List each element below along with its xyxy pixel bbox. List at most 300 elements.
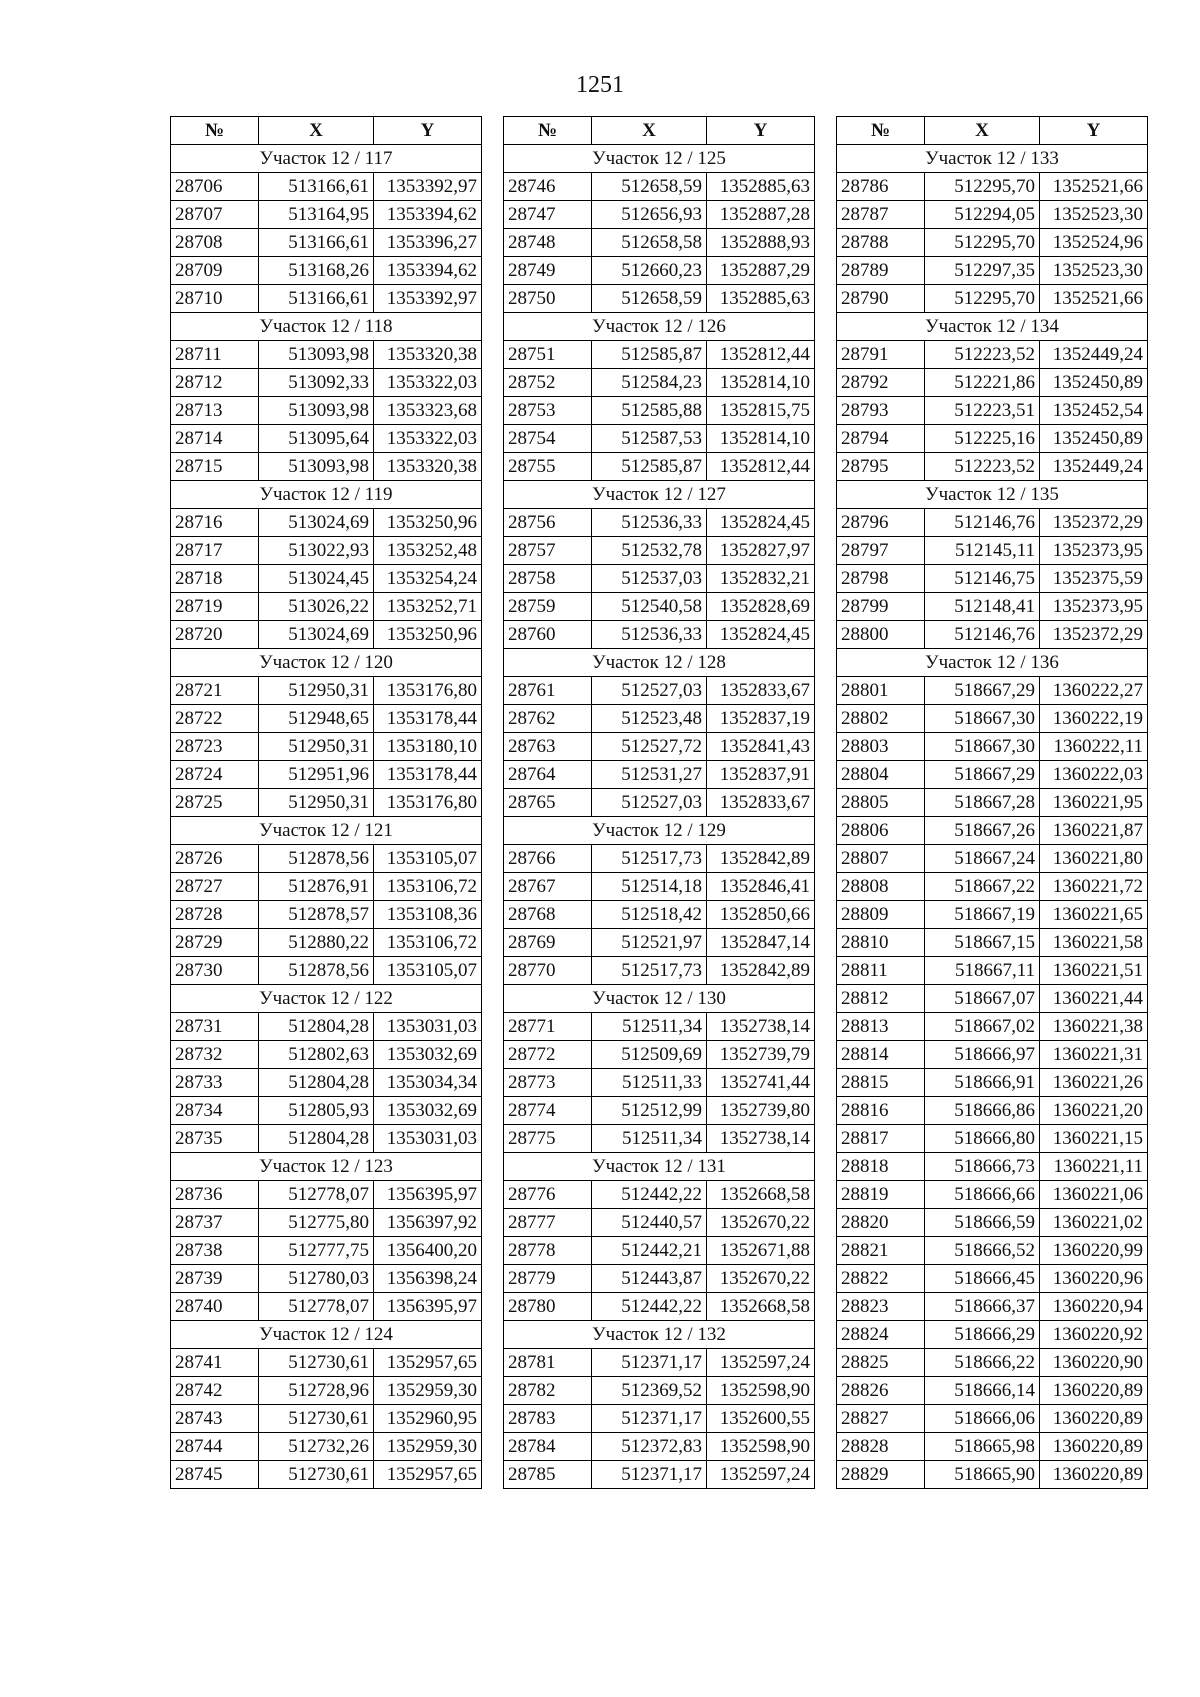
y-coordinate: 1360221,65 bbox=[1040, 901, 1148, 929]
point-number: 28716 bbox=[171, 509, 259, 537]
section-row bbox=[171, 817, 482, 845]
y-coordinate: 1352846,41 bbox=[707, 873, 815, 901]
x-coordinate: 518667,19 bbox=[925, 901, 1040, 929]
table-row bbox=[837, 1321, 1148, 1349]
y-coordinate: 1353180,10 bbox=[374, 733, 482, 761]
table-row bbox=[504, 425, 815, 453]
y-coordinate: 1360221,02 bbox=[1040, 1209, 1148, 1237]
section-title: Участок 12 / 128 bbox=[504, 649, 815, 677]
y-coordinate: 1360221,15 bbox=[1040, 1125, 1148, 1153]
y-coordinate: 1352373,95 bbox=[1040, 593, 1148, 621]
point-number: 28784 bbox=[504, 1433, 592, 1461]
table-row bbox=[171, 537, 482, 565]
x-coordinate: 512777,75 bbox=[259, 1237, 374, 1265]
point-number: 28754 bbox=[504, 425, 592, 453]
x-coordinate: 512527,03 bbox=[592, 677, 707, 705]
x-coordinate: 518667,30 bbox=[925, 705, 1040, 733]
x-coordinate: 513024,69 bbox=[259, 621, 374, 649]
y-coordinate: 1360221,80 bbox=[1040, 845, 1148, 873]
table-row bbox=[837, 1433, 1148, 1461]
y-coordinate: 1352523,30 bbox=[1040, 201, 1148, 229]
section-row bbox=[171, 649, 482, 677]
x-coordinate: 512804,28 bbox=[259, 1013, 374, 1041]
point-number: 28743 bbox=[171, 1405, 259, 1433]
y-coordinate: 1352841,43 bbox=[707, 733, 815, 761]
point-number: 28721 bbox=[171, 677, 259, 705]
x-coordinate: 512587,53 bbox=[592, 425, 707, 453]
table-row bbox=[837, 733, 1148, 761]
table-row bbox=[171, 1293, 482, 1321]
point-number: 28768 bbox=[504, 901, 592, 929]
x-coordinate: 518666,66 bbox=[925, 1181, 1040, 1209]
point-number: 28812 bbox=[837, 985, 925, 1013]
section-title: Участок 12 / 126 bbox=[504, 313, 815, 341]
x-coordinate: 512878,56 bbox=[259, 957, 374, 985]
table-row bbox=[171, 789, 482, 817]
y-coordinate: 1360221,72 bbox=[1040, 873, 1148, 901]
point-number: 28774 bbox=[504, 1097, 592, 1125]
x-coordinate: 512442,22 bbox=[592, 1293, 707, 1321]
y-coordinate: 1352812,44 bbox=[707, 341, 815, 369]
point-number: 28822 bbox=[837, 1265, 925, 1293]
point-number: 28826 bbox=[837, 1377, 925, 1405]
y-coordinate: 1352668,58 bbox=[707, 1181, 815, 1209]
section-row bbox=[504, 817, 815, 845]
x-coordinate: 513024,69 bbox=[259, 509, 374, 537]
x-coordinate: 513093,98 bbox=[259, 453, 374, 481]
x-coordinate: 512950,31 bbox=[259, 677, 374, 705]
x-coordinate: 518666,52 bbox=[925, 1237, 1040, 1265]
x-coordinate: 512537,03 bbox=[592, 565, 707, 593]
point-number: 28778 bbox=[504, 1237, 592, 1265]
point-number: 28828 bbox=[837, 1433, 925, 1461]
header-x: X bbox=[925, 117, 1040, 145]
section-title: Участок 12 / 125 bbox=[504, 145, 815, 173]
point-number: 28825 bbox=[837, 1349, 925, 1377]
y-coordinate: 1360221,26 bbox=[1040, 1069, 1148, 1097]
table-row bbox=[837, 1237, 1148, 1265]
y-coordinate: 1352600,55 bbox=[707, 1405, 815, 1433]
x-coordinate: 513026,22 bbox=[259, 593, 374, 621]
table-row bbox=[171, 425, 482, 453]
x-coordinate: 512540,58 bbox=[592, 593, 707, 621]
table-row bbox=[837, 761, 1148, 789]
point-number: 28819 bbox=[837, 1181, 925, 1209]
y-coordinate: 1353323,68 bbox=[374, 397, 482, 425]
table-row bbox=[504, 593, 815, 621]
section-title: Участок 12 / 134 bbox=[837, 313, 1148, 341]
table-row bbox=[504, 677, 815, 705]
section-row bbox=[171, 145, 482, 173]
point-number: 28824 bbox=[837, 1321, 925, 1349]
x-coordinate: 518667,11 bbox=[925, 957, 1040, 985]
point-number: 28748 bbox=[504, 229, 592, 257]
y-coordinate: 1353250,96 bbox=[374, 509, 482, 537]
table-row bbox=[171, 1377, 482, 1405]
y-coordinate: 1352670,22 bbox=[707, 1209, 815, 1237]
y-coordinate: 1353178,44 bbox=[374, 761, 482, 789]
x-coordinate: 512371,17 bbox=[592, 1349, 707, 1377]
x-coordinate: 512527,72 bbox=[592, 733, 707, 761]
point-number: 28723 bbox=[171, 733, 259, 761]
y-coordinate: 1360220,94 bbox=[1040, 1293, 1148, 1321]
section-title: Участок 12 / 133 bbox=[837, 145, 1148, 173]
point-number: 28818 bbox=[837, 1153, 925, 1181]
point-number: 28817 bbox=[837, 1125, 925, 1153]
table-row bbox=[171, 341, 482, 369]
point-number: 28820 bbox=[837, 1209, 925, 1237]
y-coordinate: 1352959,30 bbox=[374, 1433, 482, 1461]
section-title: Участок 12 / 124 bbox=[171, 1321, 482, 1349]
point-number: 28803 bbox=[837, 733, 925, 761]
x-coordinate: 518667,07 bbox=[925, 985, 1040, 1013]
point-number: 28804 bbox=[837, 761, 925, 789]
header-number: № bbox=[171, 117, 259, 145]
x-coordinate: 518666,06 bbox=[925, 1405, 1040, 1433]
table-row bbox=[171, 1349, 482, 1377]
y-coordinate: 1353322,03 bbox=[374, 369, 482, 397]
y-coordinate: 1353034,34 bbox=[374, 1069, 482, 1097]
point-number: 28764 bbox=[504, 761, 592, 789]
point-number: 28734 bbox=[171, 1097, 259, 1125]
y-coordinate: 1353320,38 bbox=[374, 341, 482, 369]
x-coordinate: 518667,26 bbox=[925, 817, 1040, 845]
x-coordinate: 512536,33 bbox=[592, 509, 707, 537]
header-y: Y bbox=[374, 117, 482, 145]
point-number: 28756 bbox=[504, 509, 592, 537]
point-number: 28742 bbox=[171, 1377, 259, 1405]
point-number: 28730 bbox=[171, 957, 259, 985]
table-row bbox=[171, 1209, 482, 1237]
section-title: Участок 12 / 130 bbox=[504, 985, 815, 1013]
table-row bbox=[171, 761, 482, 789]
x-coordinate: 512778,07 bbox=[259, 1181, 374, 1209]
point-number: 28757 bbox=[504, 537, 592, 565]
y-coordinate: 1352887,29 bbox=[707, 257, 815, 285]
section-title: Участок 12 / 127 bbox=[504, 481, 815, 509]
point-number: 28806 bbox=[837, 817, 925, 845]
table-row bbox=[171, 1461, 482, 1489]
y-coordinate: 1353106,72 bbox=[374, 873, 482, 901]
point-number: 28753 bbox=[504, 397, 592, 425]
y-coordinate: 1352668,58 bbox=[707, 1293, 815, 1321]
x-coordinate: 512223,52 bbox=[925, 453, 1040, 481]
x-coordinate: 512880,22 bbox=[259, 929, 374, 957]
point-number: 28787 bbox=[837, 201, 925, 229]
y-coordinate: 1352521,66 bbox=[1040, 285, 1148, 313]
point-number: 28808 bbox=[837, 873, 925, 901]
section-title: Участок 12 / 118 bbox=[171, 313, 482, 341]
x-coordinate: 512802,63 bbox=[259, 1041, 374, 1069]
point-number: 28747 bbox=[504, 201, 592, 229]
table-row bbox=[504, 369, 815, 397]
y-coordinate: 1360221,38 bbox=[1040, 1013, 1148, 1041]
x-coordinate: 518667,30 bbox=[925, 733, 1040, 761]
table-row bbox=[504, 201, 815, 229]
x-coordinate: 518666,29 bbox=[925, 1321, 1040, 1349]
x-coordinate: 518666,73 bbox=[925, 1153, 1040, 1181]
y-coordinate: 1352957,65 bbox=[374, 1461, 482, 1489]
point-number: 28816 bbox=[837, 1097, 925, 1125]
point-number: 28745 bbox=[171, 1461, 259, 1489]
x-coordinate: 518666,97 bbox=[925, 1041, 1040, 1069]
section-title: Участок 12 / 123 bbox=[171, 1153, 482, 1181]
x-coordinate: 512527,03 bbox=[592, 789, 707, 817]
x-coordinate: 518666,59 bbox=[925, 1209, 1040, 1237]
table-row bbox=[171, 1097, 482, 1125]
table-row bbox=[837, 257, 1148, 285]
y-coordinate: 1352450,89 bbox=[1040, 369, 1148, 397]
table-row bbox=[171, 173, 482, 201]
table-row bbox=[171, 1265, 482, 1293]
x-coordinate: 512521,97 bbox=[592, 929, 707, 957]
y-coordinate: 1352739,80 bbox=[707, 1097, 815, 1125]
x-coordinate: 512146,76 bbox=[925, 509, 1040, 537]
table-row bbox=[504, 285, 815, 313]
x-coordinate: 518667,24 bbox=[925, 845, 1040, 873]
x-coordinate: 512517,73 bbox=[592, 957, 707, 985]
table-row bbox=[837, 901, 1148, 929]
x-coordinate: 512950,31 bbox=[259, 733, 374, 761]
point-number: 28739 bbox=[171, 1265, 259, 1293]
x-coordinate: 512511,34 bbox=[592, 1013, 707, 1041]
y-coordinate: 1360222,11 bbox=[1040, 733, 1148, 761]
point-number: 28829 bbox=[837, 1461, 925, 1489]
section-row bbox=[837, 145, 1148, 173]
x-coordinate: 512523,48 bbox=[592, 705, 707, 733]
point-number: 28777 bbox=[504, 1209, 592, 1237]
y-coordinate: 1353032,69 bbox=[374, 1041, 482, 1069]
point-number: 28792 bbox=[837, 369, 925, 397]
point-number: 28738 bbox=[171, 1237, 259, 1265]
y-coordinate: 1353322,03 bbox=[374, 425, 482, 453]
table-row bbox=[837, 509, 1148, 537]
y-coordinate: 1353105,07 bbox=[374, 957, 482, 985]
x-coordinate: 512876,91 bbox=[259, 873, 374, 901]
table-row bbox=[837, 621, 1148, 649]
table-row bbox=[504, 173, 815, 201]
table-row bbox=[171, 957, 482, 985]
table-row bbox=[837, 957, 1148, 985]
point-number: 28791 bbox=[837, 341, 925, 369]
y-coordinate: 1360220,89 bbox=[1040, 1377, 1148, 1405]
point-number: 28709 bbox=[171, 257, 259, 285]
section-title: Участок 12 / 135 bbox=[837, 481, 1148, 509]
x-coordinate: 512948,65 bbox=[259, 705, 374, 733]
section-row bbox=[171, 313, 482, 341]
point-number: 28706 bbox=[171, 173, 259, 201]
point-number: 28719 bbox=[171, 593, 259, 621]
point-number: 28815 bbox=[837, 1069, 925, 1097]
y-coordinate: 1352960,95 bbox=[374, 1405, 482, 1433]
table-row bbox=[171, 1433, 482, 1461]
table-row bbox=[504, 1013, 815, 1041]
section-title: Участок 12 / 117 bbox=[171, 145, 482, 173]
table-row bbox=[504, 1349, 815, 1377]
x-coordinate: 513093,98 bbox=[259, 397, 374, 425]
x-coordinate: 512514,18 bbox=[592, 873, 707, 901]
table-row bbox=[171, 1181, 482, 1209]
y-coordinate: 1360221,06 bbox=[1040, 1181, 1148, 1209]
point-number: 28744 bbox=[171, 1433, 259, 1461]
x-coordinate: 512536,33 bbox=[592, 621, 707, 649]
point-number: 28732 bbox=[171, 1041, 259, 1069]
y-coordinate: 1352373,95 bbox=[1040, 537, 1148, 565]
y-coordinate: 1353392,97 bbox=[374, 285, 482, 313]
table-row bbox=[504, 341, 815, 369]
x-coordinate: 512951,96 bbox=[259, 761, 374, 789]
table-row bbox=[504, 957, 815, 985]
table-row bbox=[504, 453, 815, 481]
table-row bbox=[837, 1349, 1148, 1377]
point-number: 28712 bbox=[171, 369, 259, 397]
point-number: 28771 bbox=[504, 1013, 592, 1041]
x-coordinate: 518666,86 bbox=[925, 1097, 1040, 1125]
point-number: 28737 bbox=[171, 1209, 259, 1237]
x-coordinate: 518667,29 bbox=[925, 677, 1040, 705]
point-number: 28775 bbox=[504, 1125, 592, 1153]
point-number: 28793 bbox=[837, 397, 925, 425]
table-row bbox=[837, 677, 1148, 705]
point-number: 28807 bbox=[837, 845, 925, 873]
x-coordinate: 512294,05 bbox=[925, 201, 1040, 229]
x-coordinate: 512658,58 bbox=[592, 229, 707, 257]
x-coordinate: 512295,70 bbox=[925, 229, 1040, 257]
point-number: 28720 bbox=[171, 621, 259, 649]
table-row bbox=[504, 761, 815, 789]
table-row bbox=[837, 1461, 1148, 1489]
table-row bbox=[504, 1433, 815, 1461]
point-number: 28814 bbox=[837, 1041, 925, 1069]
table-row bbox=[504, 1097, 815, 1125]
x-coordinate: 518667,29 bbox=[925, 761, 1040, 789]
section-row bbox=[504, 1153, 815, 1181]
x-coordinate: 512148,41 bbox=[925, 593, 1040, 621]
x-coordinate: 512585,87 bbox=[592, 453, 707, 481]
table-row bbox=[837, 537, 1148, 565]
table-row bbox=[837, 397, 1148, 425]
x-coordinate: 513092,33 bbox=[259, 369, 374, 397]
x-coordinate: 518667,02 bbox=[925, 1013, 1040, 1041]
point-number: 28728 bbox=[171, 901, 259, 929]
table-row bbox=[504, 1069, 815, 1097]
x-coordinate: 512775,80 bbox=[259, 1209, 374, 1237]
point-number: 28789 bbox=[837, 257, 925, 285]
table-row bbox=[504, 1181, 815, 1209]
x-coordinate: 512512,99 bbox=[592, 1097, 707, 1125]
x-coordinate: 518666,45 bbox=[925, 1265, 1040, 1293]
point-number: 28823 bbox=[837, 1293, 925, 1321]
point-number: 28752 bbox=[504, 369, 592, 397]
y-coordinate: 1352449,24 bbox=[1040, 453, 1148, 481]
y-coordinate: 1352450,89 bbox=[1040, 425, 1148, 453]
x-coordinate: 512658,59 bbox=[592, 285, 707, 313]
table-row bbox=[504, 397, 815, 425]
y-coordinate: 1353394,62 bbox=[374, 201, 482, 229]
section-row bbox=[504, 1321, 815, 1349]
y-coordinate: 1352833,67 bbox=[707, 789, 815, 817]
point-number: 28790 bbox=[837, 285, 925, 313]
point-number: 28733 bbox=[171, 1069, 259, 1097]
x-coordinate: 518666,91 bbox=[925, 1069, 1040, 1097]
table-row bbox=[504, 1041, 815, 1069]
table-row bbox=[171, 257, 482, 285]
table-row bbox=[837, 1013, 1148, 1041]
x-coordinate: 512658,59 bbox=[592, 173, 707, 201]
point-number: 28761 bbox=[504, 677, 592, 705]
section-title: Участок 12 / 122 bbox=[171, 985, 482, 1013]
y-coordinate: 1352827,97 bbox=[707, 537, 815, 565]
y-coordinate: 1352824,45 bbox=[707, 509, 815, 537]
y-coordinate: 1352670,22 bbox=[707, 1265, 815, 1293]
coordinates-table-left bbox=[170, 116, 482, 1489]
x-coordinate: 512443,87 bbox=[592, 1265, 707, 1293]
table-row bbox=[171, 733, 482, 761]
y-coordinate: 1352837,91 bbox=[707, 761, 815, 789]
table-row bbox=[504, 789, 815, 817]
point-number: 28797 bbox=[837, 537, 925, 565]
point-number: 28798 bbox=[837, 565, 925, 593]
x-coordinate: 512656,93 bbox=[592, 201, 707, 229]
x-coordinate: 512223,52 bbox=[925, 341, 1040, 369]
y-coordinate: 1360220,96 bbox=[1040, 1265, 1148, 1293]
y-coordinate: 1352598,90 bbox=[707, 1377, 815, 1405]
y-coordinate: 1352375,59 bbox=[1040, 565, 1148, 593]
x-coordinate: 512225,16 bbox=[925, 425, 1040, 453]
x-coordinate: 512371,17 bbox=[592, 1405, 707, 1433]
y-coordinate: 1353252,48 bbox=[374, 537, 482, 565]
page-number: 1251 bbox=[576, 72, 624, 98]
x-coordinate: 512369,52 bbox=[592, 1377, 707, 1405]
table-row bbox=[504, 229, 815, 257]
table-row bbox=[504, 621, 815, 649]
table-row bbox=[837, 1405, 1148, 1433]
table-row bbox=[837, 845, 1148, 873]
point-number: 28724 bbox=[171, 761, 259, 789]
table-row bbox=[504, 1405, 815, 1433]
x-coordinate: 512532,78 bbox=[592, 537, 707, 565]
point-number: 28766 bbox=[504, 845, 592, 873]
table-row bbox=[837, 929, 1148, 957]
point-number: 28767 bbox=[504, 873, 592, 901]
x-coordinate: 518667,15 bbox=[925, 929, 1040, 957]
y-coordinate: 1360220,89 bbox=[1040, 1405, 1148, 1433]
x-coordinate: 512584,23 bbox=[592, 369, 707, 397]
x-coordinate: 513022,93 bbox=[259, 537, 374, 565]
table-row bbox=[837, 1125, 1148, 1153]
point-number: 28717 bbox=[171, 537, 259, 565]
point-number: 28769 bbox=[504, 929, 592, 957]
y-coordinate: 1352597,24 bbox=[707, 1349, 815, 1377]
table-row bbox=[504, 733, 815, 761]
x-coordinate: 513166,61 bbox=[259, 285, 374, 313]
point-number: 28802 bbox=[837, 705, 925, 733]
y-coordinate: 1352814,10 bbox=[707, 425, 815, 453]
y-coordinate: 1360221,87 bbox=[1040, 817, 1148, 845]
point-number: 28708 bbox=[171, 229, 259, 257]
table-row bbox=[837, 789, 1148, 817]
table-row bbox=[504, 1237, 815, 1265]
x-coordinate: 513168,26 bbox=[259, 257, 374, 285]
point-number: 28726 bbox=[171, 845, 259, 873]
y-coordinate: 1352837,19 bbox=[707, 705, 815, 733]
y-coordinate: 1352885,63 bbox=[707, 285, 815, 313]
y-coordinate: 1352598,90 bbox=[707, 1433, 815, 1461]
table-row bbox=[837, 229, 1148, 257]
table-row bbox=[504, 929, 815, 957]
x-coordinate: 518665,90 bbox=[925, 1461, 1040, 1489]
y-coordinate: 1352671,88 bbox=[707, 1237, 815, 1265]
